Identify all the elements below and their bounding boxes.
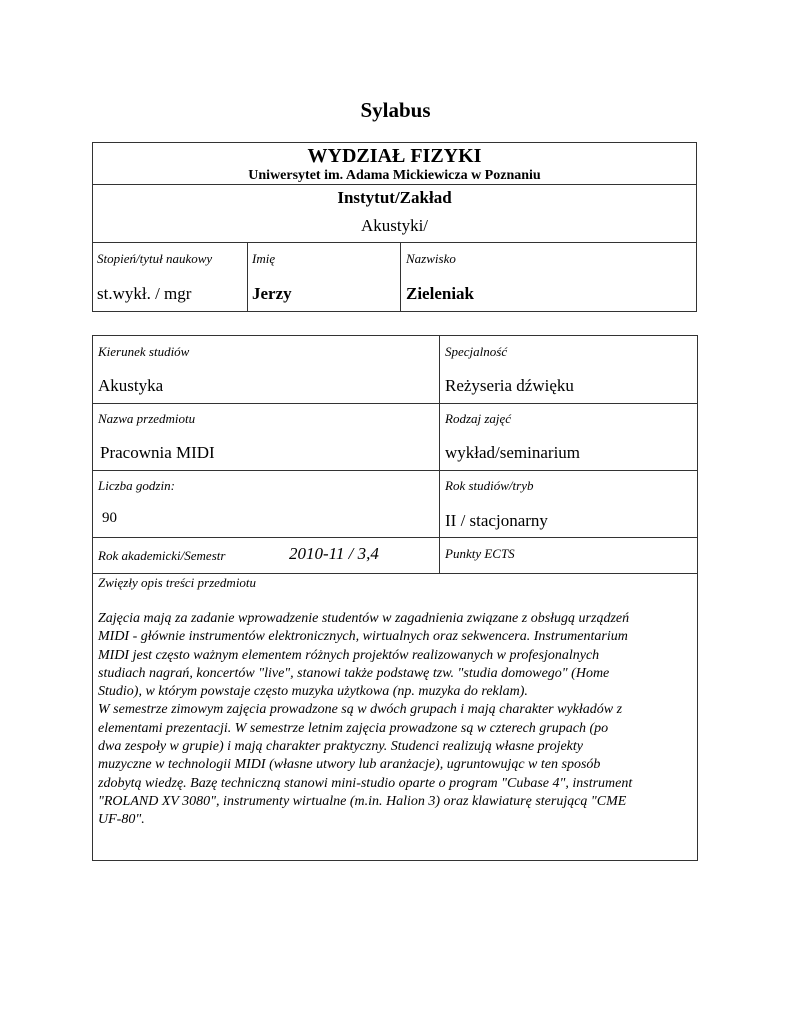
- hours-label: Liczba godzin:: [98, 478, 175, 493]
- description-line: UF-80".: [98, 812, 145, 828]
- year-label: Rok studiów/tryb: [445, 478, 534, 493]
- last-name-value: Zieleniak: [406, 284, 475, 303]
- specialty-value: Reżyseria dźwięku: [445, 376, 574, 395]
- degree-value: st.wykł. / mgr: [97, 284, 192, 303]
- last-name-label: Nazwisko: [406, 251, 456, 266]
- year-value: II / stacjonarny: [445, 511, 548, 530]
- field-label: Kierunek studiów: [98, 344, 190, 359]
- field-value: Akustyka: [98, 376, 164, 395]
- subject-label: Nazwa przedmiotu: [98, 411, 196, 426]
- hours-value: 90: [102, 510, 117, 526]
- description-line: elementami prezentacji. W semestrze letnim zajęcia prowadzone są w czterech grupach (po: [98, 720, 609, 736]
- description-line: W semestrze zimowym zajęcia prowadzone są w dwóch grupach i mają charakter wykładów z: [98, 702, 623, 718]
- description-line: "ROLAND XV 3080", instrumenty wirtualne (m.in. Halion 3) oraz klawiaturę sterującą "CME: [98, 793, 627, 809]
- university-name: Uniwersytet im. Adama Mickiewicza w Poznaniu: [248, 168, 541, 183]
- first-name-label: Imię: [252, 251, 276, 266]
- class-type-label: Rodzaj zajęć: [445, 411, 512, 426]
- course-table: [92, 335, 698, 861]
- description-line: dwa zespoły w grupie) i mają charakter praktyczny. Studenci realizują własne projekty: [98, 739, 583, 755]
- faculty-name: WYDZIAŁ FIZYKI: [307, 145, 482, 167]
- description-line: muzyczne w technologii MIDI (własne utwory lub aranżacje), ugruntowując w ten sposób: [98, 757, 601, 773]
- specialty-label: Specjalność: [445, 344, 508, 359]
- first-name-value: Jerzy: [252, 284, 292, 303]
- subject-value: Pracownia MIDI: [100, 443, 215, 462]
- page-title: Sylabus: [360, 98, 431, 122]
- header-table: [92, 142, 697, 312]
- institute-label: Instytut/Zakład: [337, 188, 452, 207]
- description-line: MIDI - głównie instrumentów elektronicznych, wirtualnych oraz sekwencera. Instrumentarium: [98, 629, 628, 645]
- academic-year-value: 2010-11 / 3,4: [289, 544, 379, 563]
- description-text: [98, 610, 696, 830]
- institute-value: Akustyki/: [360, 216, 429, 235]
- description-line: zdobytą wiedzę. Bazę techniczną stanowi mini-studio oparte o program "Cubase 4", instrument: [98, 775, 633, 791]
- ects-label: Punkty ECTS: [445, 546, 515, 561]
- degree-label: Stopień/tytuł naukowy: [97, 251, 213, 266]
- class-type-value: wykład/seminarium: [445, 443, 581, 462]
- academic-year-label: Rok akademicki/Semestr: [98, 548, 226, 563]
- description-line: Zajęcia mają za zadanie wprowadzenie studentów w zagadnienia związane z obsługą urządzeń: [98, 611, 630, 626]
- description-line: Studio), w którym powstaje często muzyka użytkowa (np. muzyka do reklam).: [98, 684, 528, 700]
- description-line: MIDI jest często ważnym elementem różnych projektów realizowanych w profesjonalnych: [98, 647, 600, 663]
- description-label: Zwięzły opis treści przedmiotu: [98, 575, 257, 590]
- description-line: studiach nagrań, koncertów "live", stanowi także podstawę tzw. "studia domowego" (Home: [98, 665, 610, 681]
